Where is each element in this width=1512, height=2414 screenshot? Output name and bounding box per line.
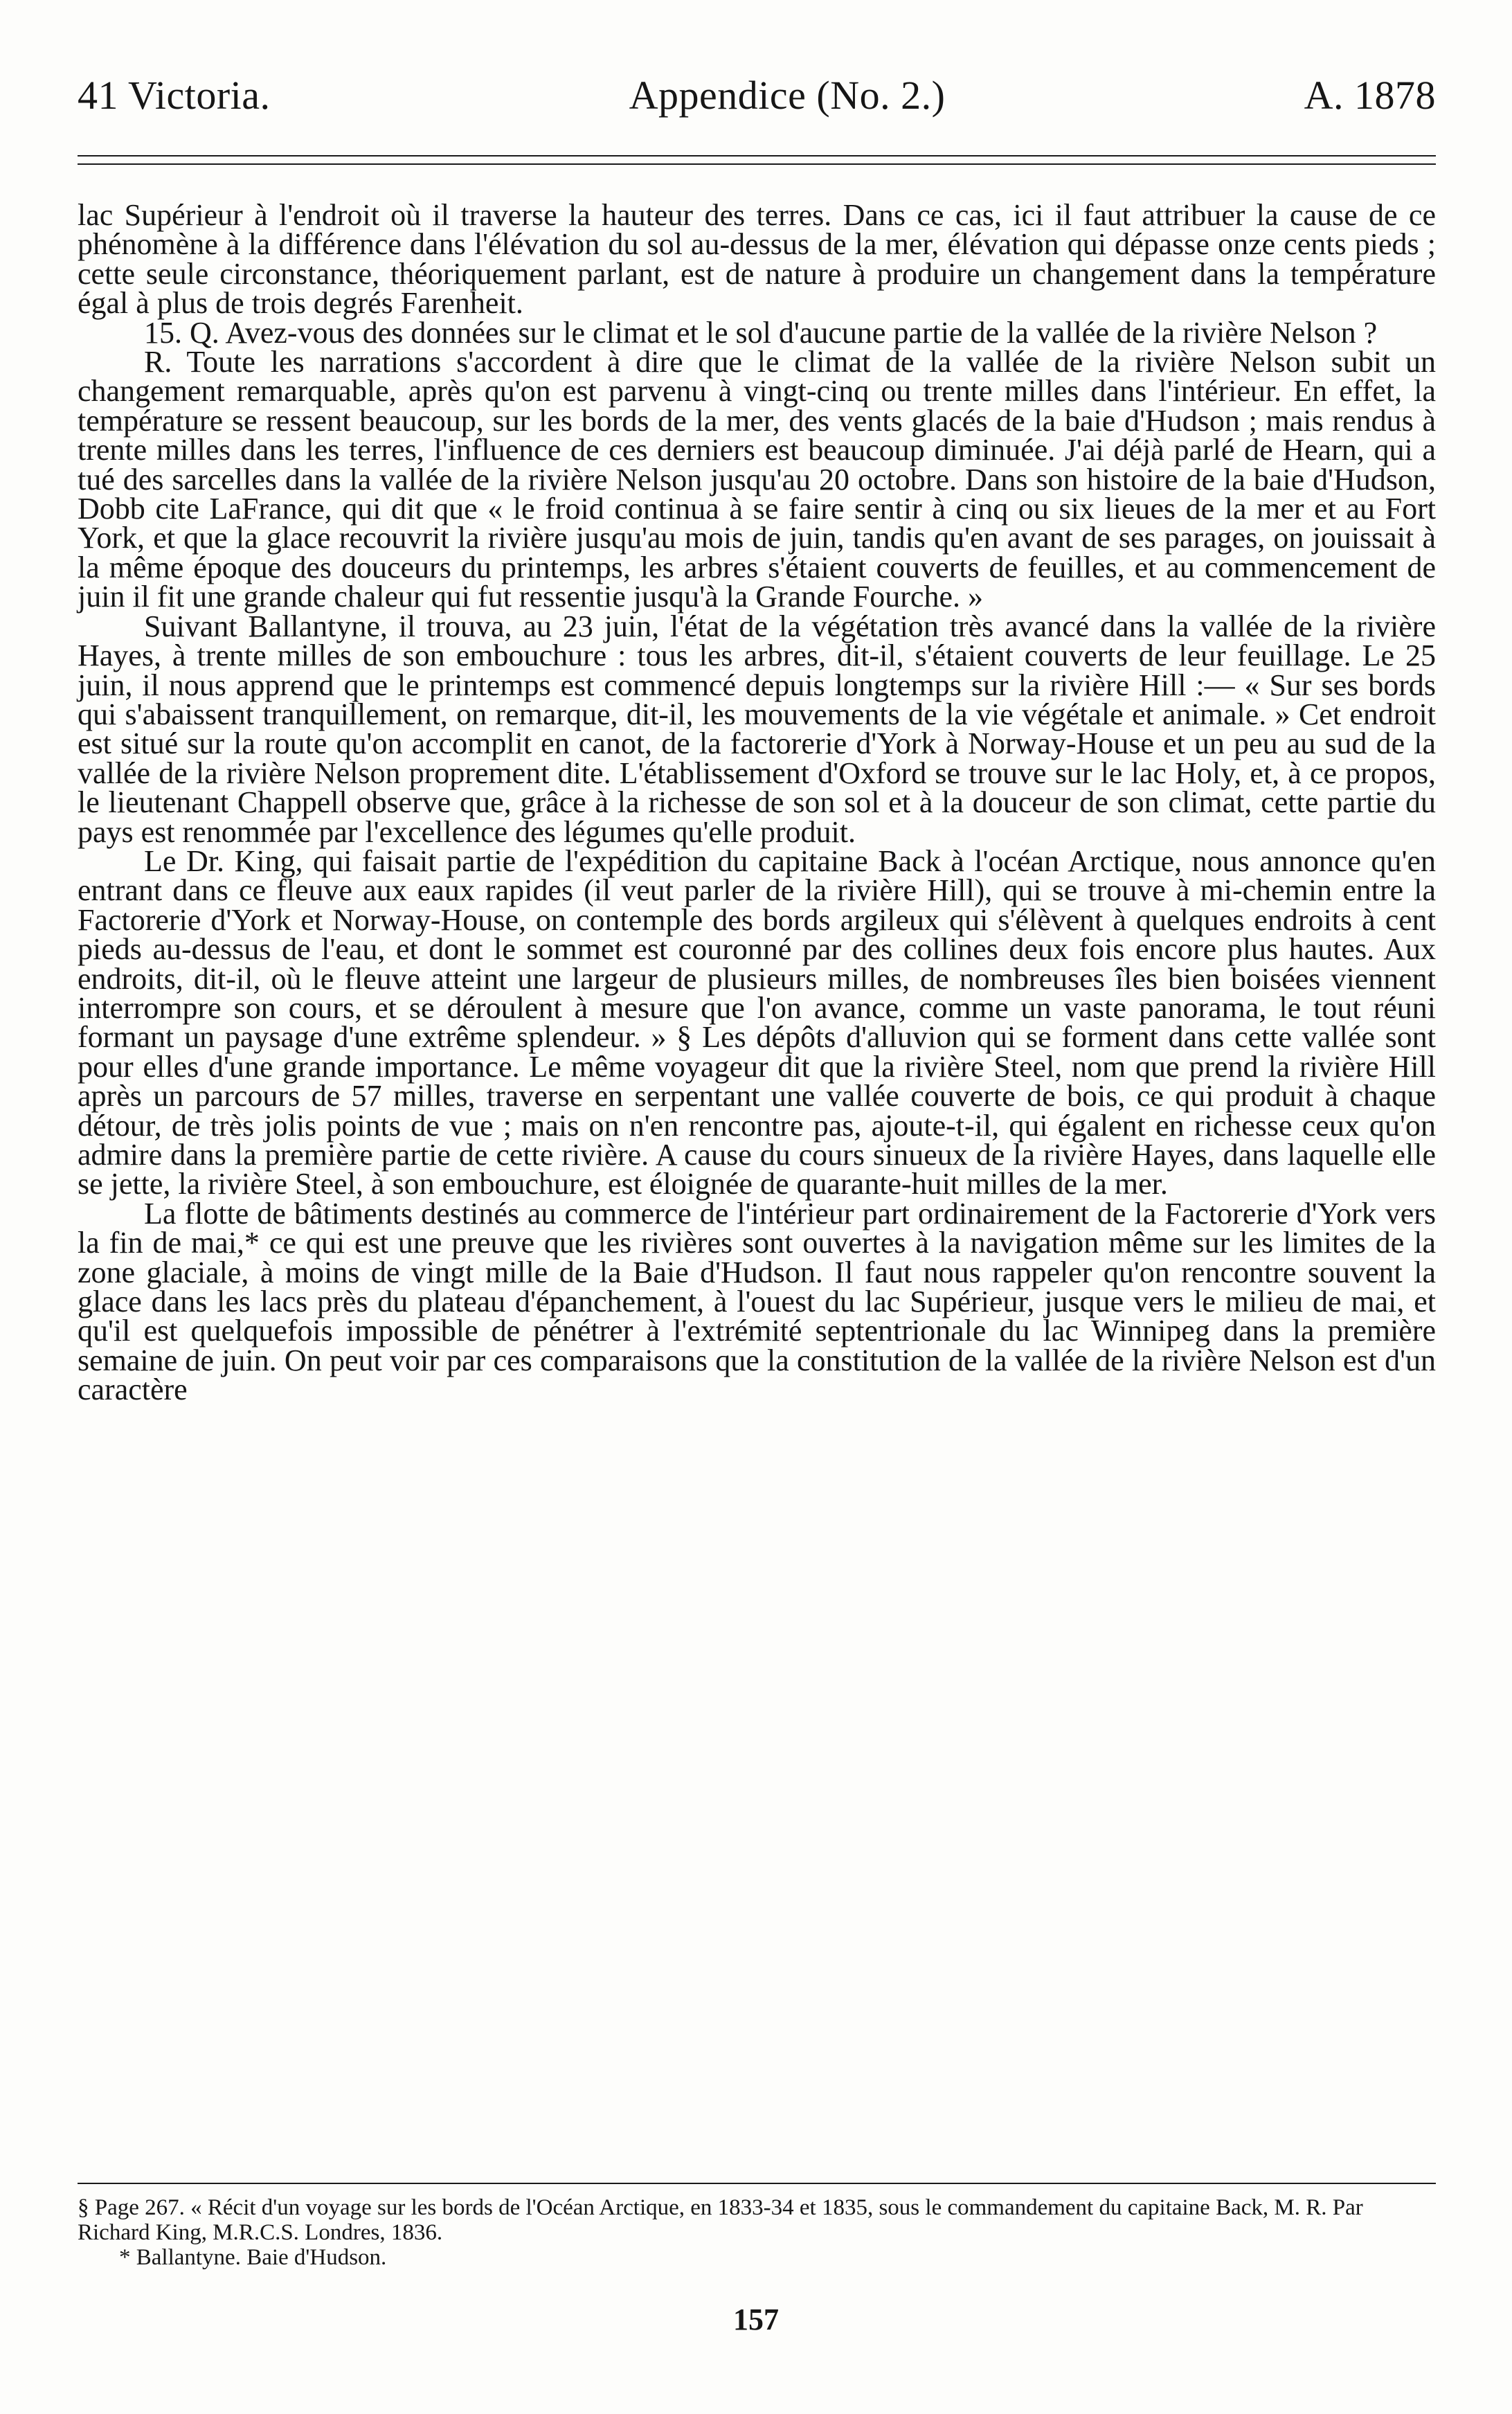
- header-appendix: Appendice (No. 2.): [629, 73, 946, 118]
- paragraph-question-15: 15. Q. Avez-vous des données sur le climat et le sol d'aucune partie de la vallée de la rivière Nelson ?: [144, 315, 1378, 350]
- header-session: 41 Victoria.: [78, 73, 271, 118]
- paragraph-flotte: La flotte de bâtiments destinés au commerce de l'intérieur part ordinairement de la Factorerie d'York vers la fin de mai,* ce qui est une preuve que les rivières sont ouvertes à la navigation même sur les limites de la zone glaciale, à moins de vingt mille de la Baie d'Hudson. Il faut nous rappeler qu'on rencontre souvent la glace dans les lacs près du plateau d'épanchement, à l'ouest du lac Supérieur, jusque vers le milieu de mai, et qu'il est quelquefois impossible de pénétrer à l'extrémité septentrionale du lac Winnipeg dans la première semaine de juin. On peut voir par ces comparaisons que la constitution de la vallée de la rivière Nelson est d'un caractère: [78, 1196, 1436, 1407]
- header-year: A. 1878: [1304, 73, 1436, 118]
- header-double-rule: [78, 155, 1436, 165]
- footnote-rule: [78, 2183, 1436, 2184]
- body-text: [78, 198, 1436, 1407]
- footnote-asterisk: * Ballantyne. Baie d'Hudson.: [119, 2245, 387, 2270]
- footnote-section: § Page 267. « Récit d'un voyage sur les bords de l'Océan Arctique, en 1833-34 et 1835, sous le commandement du capitaine Back, M. R. Par Richard King, M.R.C.S. Londres, 1836.: [78, 2195, 1363, 2245]
- running-header: [78, 72, 1436, 127]
- paragraph-answer: R. Toute les narrations s'accordent à dire que le climat de la vallée de la rivière Nelson subit un changement remarquable, après qu'on est parvenu à vingt-cinq ou trente milles dans l'intérieur. En effet, la température se ressent beaucoup, sur les bords de la mer, des vents glacés de la baie d'Hudson ; mais rendus à trente milles dans les terres, l'influence de ces derniers est beaucoup diminuée. J'ai déjà parlé de Hearn, qui a tué des sarcelles dans la vallée de la rivière Nelson jusqu'au 20 octobre. Dans son histoire de la baie d'Hudson, Dobb cite LaFrance, qui dit que « le froid continua à se faire sentir à cinq ou six lieues de la mer et au Fort York, et que la glace recouvrit la rivière jusqu'au mois de juin, tandis qu'en avant de ses parages, on jouissait à la même époque des douceurs du printemps, les arbres s'étaient couverts de feuilles, et au commencement de juin il fit une grande chaleur qui fut ressentie jusqu'à la Grande Fourche. »: [78, 345, 1436, 614]
- paragraph-continuation: lac Supérieur à l'endroit où il traverse la hauteur des terres. Dans ce cas, ici il faut attribuer la cause de ce phénomène à la différence dans l'élévation du sol au-dessus de la mer, élévation qui dépasse onze cents pieds ; cette seule circonstance, théoriquement parlant, est de nature à produire un changement dans la température égal à plus de trois degrés Farenheit.: [78, 198, 1436, 321]
- paragraph-dr-king: Le Dr. King, qui faisait partie de l'expédition du capitaine Back à l'océan Arctique, nous annonce qu'en entrant dans ce fleuve aux eaux rapides (il veut parler de la rivière Hill), qui se trouve à mi-chemin entre la Factorerie d'York et Norway-House, on contemple des bords argileux qui s'élèvent à quelques endroits à cent pieds au-dessus de l'eau, et dont le sommet est couronné par des collines deux fois encore plus hautes. Aux endroits, dit-il, où le fleuve atteint une largeur de plusieurs milles, de nombreuses îles bien boisées viennent interrompre son cours, et se déroulent à mesure que l'on avance, comme un vaste panorama, le tout réuni formant un paysage d'une extrême splendeur. » § Les dépôts d'alluvion qui se forment dans cette vallée sont pour elles d'une grande importance. Le même voyageur dit que la rivière Steel, nom que prend la rivière Hill après un parcours de 57 milles, traverse en serpentant une vallée couverte de bois, ce qui produit à chaque détour, de très jolis points de vue ; mais on n'en rencontre pas, ajoute-t-il, qui égalent en richesse ceux qu'on admire dans la première partie de cette rivière. A cause du cours sinueux de la rivière Hayes, dans laquelle elle se jette, la rivière Steel, à son embouchure, est éloignée de quarante-huit milles de la mer.: [78, 843, 1436, 1201]
- footnotes: [78, 2195, 1436, 2270]
- paragraph-ballantyne: Suivant Ballantyne, il trouva, au 23 juin, l'état de la végétation très avancé dans la vallée de la rivière Hayes, à trente milles de son embouchure : tous les arbres, dit-il, s'étaient couverts de leur feuillage. Le 25 juin, il nous apprend que le printemps est commencé depuis longtemps sur la rivière Hill :— « Sur ses bords qui s'abaissent tranquillement, on remarque, dit-il, les mouvements de la vie végétale et animale. » Cet endroit est situé sur la route qu'on accomplit en canot, de la factorerie d'York à Norway-House et un peu au sud de la vallée de la rivière Nelson proprement dite. L'établissement d'Oxford se trouve sur le lac Holy, et, à ce propos, le lieutenant Chappell observe que, grâce à la richesse de son sol et à la douceur de son climat, cette partie du pays est renommée par l'excellence des légumes qu'elle produit.: [78, 609, 1436, 849]
- page-number: 157: [733, 2303, 779, 2336]
